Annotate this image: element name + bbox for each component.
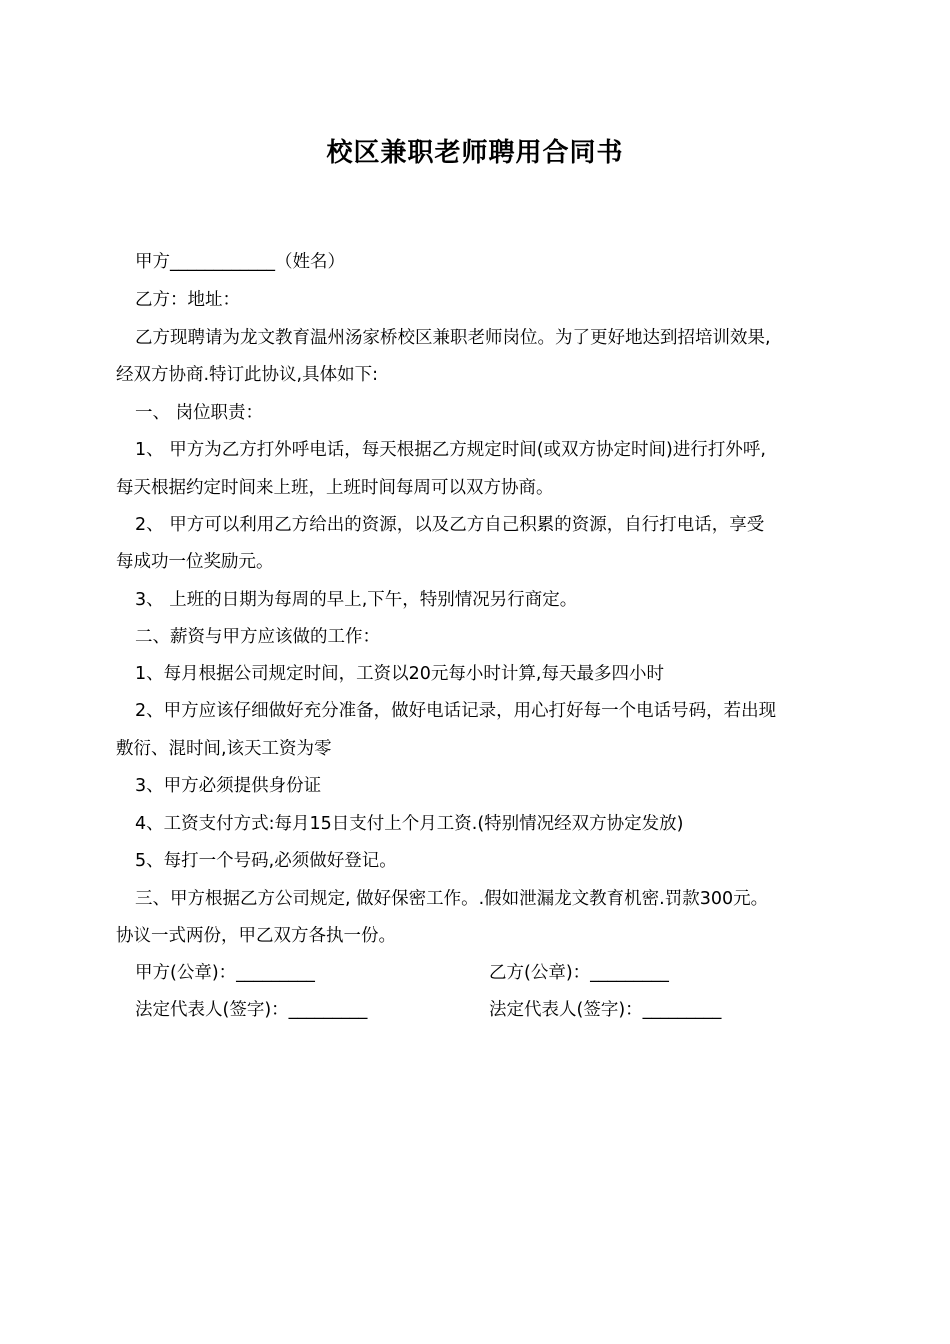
section3-line2: 协议一式两份，甲乙双方各执一份。 — [116, 926, 396, 946]
section2-heading: 二、薪资与甲方应该做的工作： — [135, 627, 380, 647]
party-b-seal-field: 乙方(公章)：_________ — [489, 963, 669, 983]
intro-paragraph-line1: 乙方现聘请为龙文教育温州汤家桥校区兼职老师岗位。为了更好地达到招培训效果, — [135, 328, 771, 348]
party-a-seal-field: 甲方(公章)：_________ — [135, 963, 315, 983]
party-a-line: 甲方____________（姓名） — [135, 252, 345, 272]
section2-item1: 1、每月根据公司规定时间，工资以20元每小时计算,每天最多四小时 — [135, 664, 664, 684]
section1-item2-line1: 2、 甲方可以利用乙方给出的资源，以及乙方自己积累的资源，自行打电话，享受 — [135, 515, 765, 535]
section2-item4: 4、工资支付方式:每月15日支付上个月工资.(特别情况经双方协定发放) — [135, 814, 684, 834]
intro-paragraph-line2: 经双方协商.特订此协议,具体如下: — [116, 365, 379, 385]
section2-item5: 5、每打一个号码,必须做好登记。 — [135, 851, 397, 871]
section1-item1-line2: 每天根据约定时间来上班，上班时间每周可以双方协商。 — [116, 478, 554, 498]
section3-line1: 三、甲方根据乙方公司规定, 做好保密工作。.假如泄漏龙文教育机密.罚款300元。 — [135, 889, 769, 909]
section2-item2-line2: 敷衍、混时间,该天工资为零 — [116, 739, 332, 759]
section1-item3: 3、 上班的日期为每周的早上,下午，特别情况另行商定。 — [135, 590, 578, 610]
party-a-representative-field: 法定代表人(签字)：_________ — [135, 1000, 368, 1020]
page-title: 校区兼职老师聘用合同书 — [326, 138, 624, 168]
party-b-line: 乙方：地址： — [135, 290, 240, 310]
section1-item1-line1: 1、 甲方为乙方打外呼电话，每天根据乙方规定时间(或双方协定时间)进行打外呼, — [135, 440, 766, 460]
section2-item2-line1: 2、甲方应该仔细做好充分准备，做好电话记录，用心打好每一个电话号码，若出现 — [135, 701, 777, 721]
section1-item2-line2: 每成功一位奖励元。 — [116, 552, 274, 572]
section2-item3: 3、甲方必须提供身份证 — [135, 776, 322, 796]
party-b-representative-field: 法定代表人(签字)：_________ — [489, 1000, 722, 1020]
section1-heading: 一、 岗位职责： — [135, 403, 264, 423]
